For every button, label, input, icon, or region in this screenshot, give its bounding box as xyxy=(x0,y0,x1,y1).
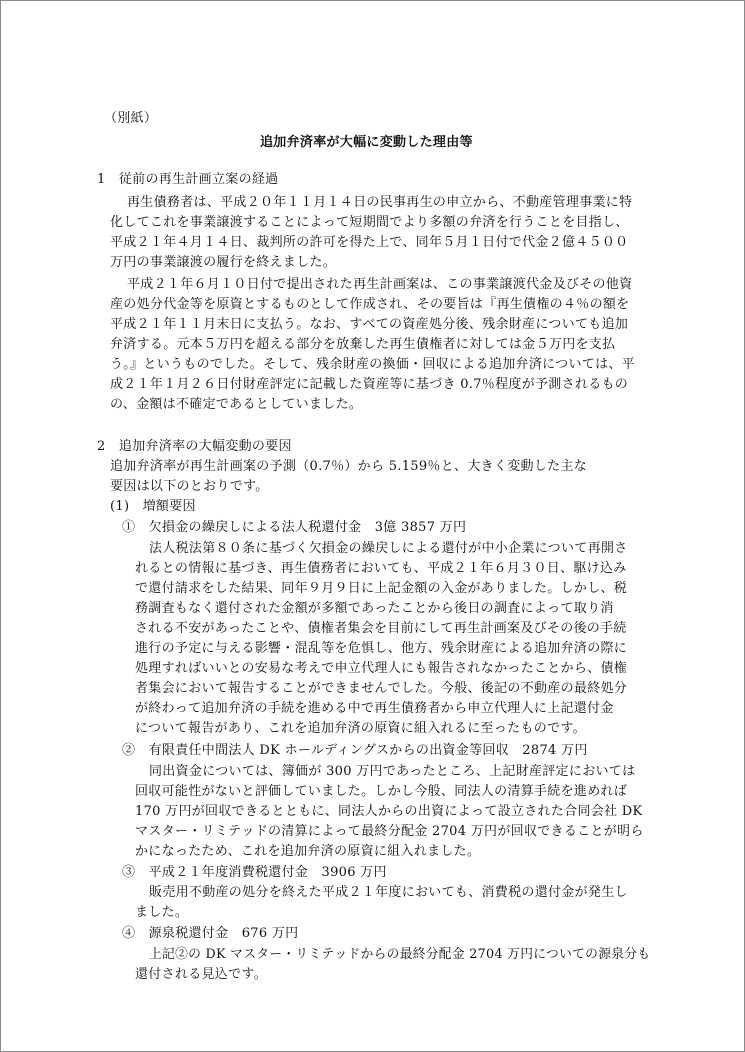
item1-body-line: 者集会において報告することができませんでした。今般、後記の不動産の最終処分 xyxy=(135,681,628,696)
item2-heading: ② 有限責任中間法人 DK ホールディングスからの出資金等回収 2874 万円 xyxy=(122,743,588,758)
item2-body-line: 同出資金については、簿価が 300 万円であったところ、上記財産評定においては xyxy=(149,764,636,779)
section1-para1-line: 万円の事業譲渡の履行を終えました。 xyxy=(110,255,337,270)
item1-body-line: が終わって追加弁済の手続を進める中で再生債務者から申立代理人に上記還付金 xyxy=(135,701,614,716)
item1-body-line: について報告があり、これを追加弁済の原資に組入れるに至ったものです。 xyxy=(135,721,586,736)
section1-heading: 1 従前の再生計画立案の経過 xyxy=(97,172,279,187)
item1-body-line: れるとの情報に基づき、再生債務者においても、平成２１年６月３０日、駆け込み xyxy=(135,561,627,576)
item2-body-line: かになったため、これを追加弁済の原資に組入れました。 xyxy=(135,844,481,859)
item4-body-line: 還付される見込です。 xyxy=(135,967,267,982)
section1-para2-line: 産の処分代金等を原資とするものとして作成され、その要旨は『再生債権の４％の額を xyxy=(110,297,630,312)
item2-body-line: マスター・リミテッドの清算によって最終分配金 2704 万円が回収できることが明ら xyxy=(135,824,644,839)
section1-para1-line: 再生債務者は、平成２０年１１月１４日の民事再生の申立から、不動産管理事業に特 xyxy=(127,195,633,210)
section1-para1-line: 平成２１年４月１４日、裁判所の許可を得た上で、同年５月１日付で代金２億４５００ xyxy=(110,235,629,250)
item1-body-line: 法人税法第８０条に基づく欠損金の繰戻しによる還付が中小企業について再開さ xyxy=(149,541,628,556)
section1-para2-line: の、金額は不確定であるとしていました。 xyxy=(110,397,363,412)
section1-para1-line: 化してこれを事業譲渡することによって短期間でより多額の弁済を行うことを目指し、 xyxy=(110,215,629,230)
item3-body-line: 販売用不動産の処分を終えた平成２１年度においても、消費税の還付金が発生し xyxy=(149,885,628,900)
attachment-label: （別紙） xyxy=(104,111,158,126)
item1-body-line: 務調査もなく還付された金額が多額であったことから後日の調査によって取り消 xyxy=(135,601,614,616)
increase-factors-heading: (1) 増額要因 xyxy=(110,499,196,514)
item4-body-line: 上記②の DK マスター・リミテッドからの最終分配金 2704 万円についての源泉分も xyxy=(149,947,651,962)
document-title: 追加弁済率が大幅に変動した理由等 xyxy=(260,135,473,150)
section1-para2-line: 成２１年１月２６日付財産評定に記載した資産等に基づき 0.7％程度が予測されるもの xyxy=(110,377,629,392)
section2-intro-line: 要因は以下のとおりです。 xyxy=(110,479,269,494)
item1-heading: ① 欠損金の繰戻しによる法人税還付金 3億 3857 万円 xyxy=(122,520,467,535)
item1-body-line: 処理すればいいとの安易な考えで申立代理人にも報告されなかったことから、債権 xyxy=(135,661,628,676)
item1-body-line: される不安があったことや、債権者集会を目前にして再生計画案及びその後の手続 xyxy=(135,621,627,636)
item1-body-line: 進行の予定に与える影響・混乱等を危惧し、他方、残余財産による追加弁済の際に xyxy=(135,641,628,656)
item4-heading: ④ 源泉税還付金 676 万円 xyxy=(122,926,299,941)
section1-para2-line: う。』というものでした。そして、残余財産の換価・回収による追加弁済については、平 xyxy=(110,357,635,372)
section1-para2-line: 平成２１年６月１０日付で提出された再生計画案は、この事業譲渡代金及びその他資 xyxy=(127,277,633,292)
section1-para2-line: 弁済する。元本５万円を超える部分を放棄した再生債権者に対しては金５万円を支払 xyxy=(110,337,616,352)
section2-heading: 2 追加弁済率の大幅変動の要因 xyxy=(97,439,292,454)
section1-para2-line: 平成２１年１１月末日に支払う。なお、すべての資産処分後、残余財産についても追加 xyxy=(110,317,629,332)
section2-intro-line: 追加弁済率が再生計画案の予測（0.7％）から 5.159％と、大きく変動した主な xyxy=(110,459,588,474)
item3-body-line: ました。 xyxy=(135,905,189,920)
item1-body-line: で還付請求をした結果、同年９月９日に上記金額の入金がありました。しかし、税 xyxy=(135,581,628,596)
item2-body-line: 回収可能性がないと評価していました。しかし今般、同法人の清算手続を進めれば xyxy=(135,784,628,799)
item3-heading: ③ 平成２１年度消費税還付金 3906 万円 xyxy=(122,865,387,880)
item2-body-line: 170 万円が回収できるとともに、同法人からの出資によって設立された合同会社 DK xyxy=(135,804,643,819)
